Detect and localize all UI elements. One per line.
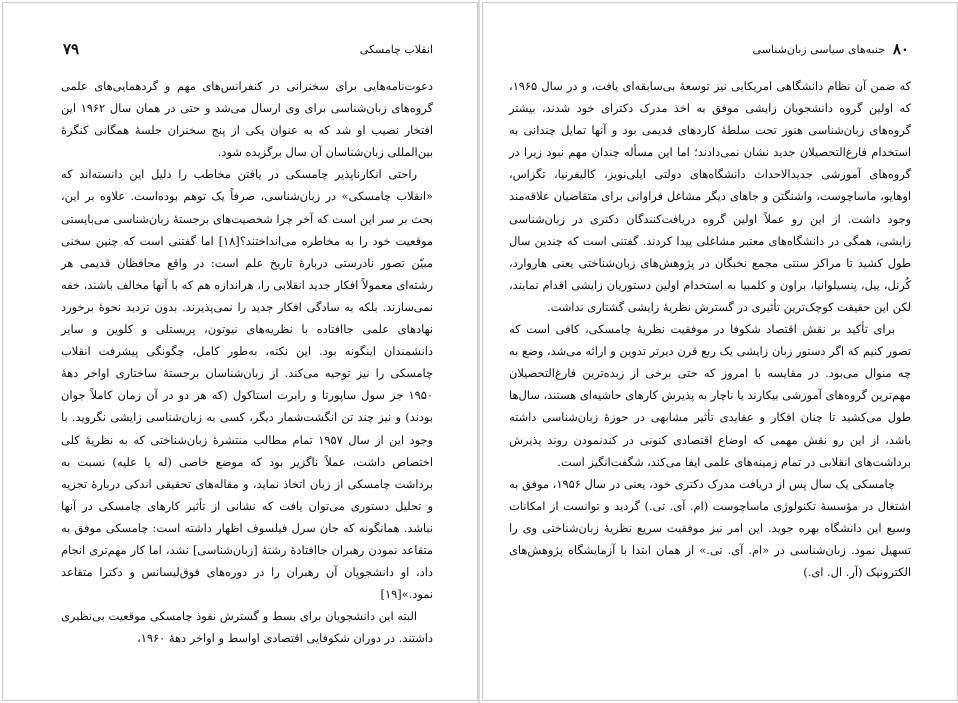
paragraph: راحتی انکارناپذیر چامسکی در یافتن مخاطب را دلیل این دانسته‌اند که «انقلاب چامسکی» در زبان‌شناسی، صرفاً یک توهم بوده‌است. علاوه بر این، بحث بر سر این است که آخر چرا شخصیت‌های برجستهٔ زبان‌شناسی می‌بایستی موقعیت خود را به مخاطره می‌انداختند؟[۱۸] اما گفتنی است که چنین سخنی مبیّن تصور نادرستی دربارهٔ تاریخ علم است: در واقع محافظان قدیمی هر رشته‌ای معمولاً افکار جدید انقلابی را، هراندازه هم که با آنها مخالف باشند، خفه نمی‌سازند. بلکه به سادگی افکار جدید را نمی‌پذیرند. بدون تردید نحوهٔ برخورد نهادهای علمی جاافتاده با نظریه‌های نیوتون، پریستلی و کلوین و سایر دانشمندان اینگونه بود. این نکته، به‌طور کامل، چگونگی پیشرفت انقلاب چامسکی را نیز توجیه می‌کند. از زبان‌شناسان برجستهٔ ساختاری اواخر دههٔ ۱۹۵۰ جز سول ساپورتا و رابرت استاکول (که هر دو در آن زمان کاملاً جوان بودند) و نیز چند تن انگشت‌شمار دیگر، کسی به زبان‌شناسی زایشی نگروید. با وجود این از سال ۱۹۵۷ تمام مطالب منتشرهٔ زبان‌شناختی که به نظریهٔ کلی اختصاص داشت، عملاً ناگزیر بود که موضع خاصی (له یا علیه) نسبت به برداشت چامسکی از زبان اتخاذ نماید، و مقاله‌های تحقیقی اندکی دربارهٔ تجزیه و تحلیل دستوری می‌توان یافت که نشانی از تأثیر کارهای چامسکی در آنها نباشد. همانگونه که جان سرل فیلسوف اظهار داشته است: چامسکی موفق به متقاعد نمودن رهبران جاافتادهٔ رشتهٔ [زبان‌شناسی] نشد، اما کار مهم‌تری انجام داد، او دانشجویان آن رهبران را در دوره‌های فوق‌لیسانس و دکترا متقاعد نمود.»[۱۹] bbox=[61, 167, 434, 602]
book-gutter bbox=[478, 0, 480, 703]
paragraph: دعوت‌نامه‌هایی برای سخنرانی در کنفرانس‌های مهم و گردهمایی‌های علمی گروه‌های زبان‌شناسی برای وی ارسال می‌شد و حتی در همان سال ۱۹۶۲ این افتخار نصیب او شد که به عنوان یکی از پنج سخنران جلسهٔ همگانی کنگرهٔ بین‌المللی زبان‌شناسان آن سال برگزیده شود. bbox=[61, 79, 433, 160]
right-page-body bbox=[509, 75, 911, 583]
running-head: جنبه‌های سیاسی زبان‌شناسی bbox=[752, 43, 885, 56]
paragraph: البته این دانشجویان برای بسط و گسترش نفوذ چامسکی موقعیت بی‌نظیری داشتند. در دوران شکوفایی اقتصادی اواسط و اواخر دههٔ ۱۹۶۰، bbox=[61, 609, 433, 646]
left-page bbox=[2, 2, 478, 701]
page-number: ۷۹ bbox=[63, 40, 80, 58]
running-head: انقلاب چامسکی bbox=[359, 43, 433, 56]
left-page-header bbox=[63, 40, 433, 61]
paragraph: چامسکی یک سال پس از دریافت مدرک دکتری خود، یعنی در سال ۱۹۵۶، موفق به اشتغال در مؤسسهٔ تکنولوژی ماساچوست (ام. آی. تی.) گردید و توانست از امکانات وسیع این دانشگاه بهره جوید. این امر نیز موفقیت سریع نظریهٔ زبان‌شناختی وی را تسهیل نمود. زبان‌شناسی در «ام. آی. تی.» از همان ابتدا با آزمایشگاه پژوهش‌های الکترونیک (آر. ال. ای.) bbox=[509, 476, 911, 580]
right-page-header bbox=[509, 40, 909, 61]
paragraph: که ضمن آن نظام دانشگاهی امریکایی نیز توسعهٔ بی‌سابقه‌ای یافت، و در سال ۱۹۶۵، که اولین گروه دانشجویان زایشی موفق به اخذ مدرک دکترای خود شدند، بیشتر گروه‌های زبان‌شناسی هنوز تحت سلطهٔ کاردهای قدیمی بود و آنها تمایل چندانی به استخدام فارغ‌التحصیلان جدید نشان نمی‌دادند؛ اما این مسأله چندان مهم نبود زیرا در گروه‌های آموزشی جدیدالاحداث دانشگاه‌های دولتی ایلی‌نویز، کالیفرنیا، تگزاس، اوهایو، ماساچوست، واشنگتن و جاهای دیگر مشاغل فراوانی برای متقاضیان علاقه‌مند وجود داشت. از این رو عملاً اولین گروه دریافت‌کنندگان دکتری در زبان‌شناسی زایشی، همگی در دانشگاه‌های معتبر مشاغلی پیدا کردند. گفتنی است که چندین سال طول کشید تا مراکز سنتی مجمع نخبگان در پژوهش‌های زبان‌شناختی یعنی هاروارد، کُرنل، ییل، پنسیلوانیا، براون و کلمبیا به استخدام اولین دستوریان زایشی اقدام نمایند، لکن این حقیقت کوچک‌ترین تأثیری در گسترش نظریهٔ زایشی گشتاری نداشت. bbox=[509, 79, 911, 314]
left-page-body bbox=[61, 75, 433, 649]
page-number: ۸۰ bbox=[892, 40, 909, 58]
paragraph: برای تأکید بر نقش اقتصاد شکوفا در موفقیت نظریهٔ چامسکی، کافی است که تصور کنیم که اگر دستور زبان زایشی یک ربع قرن دیرتر تدوین و ارائه می‌شد، وضع به چه منوال می‌بود. در مقایسه با امروز که حتی برخی از زبده‌ترین فارغ‌التحصیلان مهم‌ترین گروه‌های آموزشی بیکارند یا ناچار به پذیرش کارهای حاشیه‌ای هستند، سال‌ها طول می‌کشید تا چنان افکار و عقایدی تأثیر مشابهی در حوزهٔ زبان‌شناسی داشته باشد، از این رو نقش مهمی که اوضاع اقتصادی کنونی در کندنمودن روند پذیرش برداشت‌های انقلابی در تمام زمینه‌های علمی ایفا می‌کند، شگفت‌انگیز است. bbox=[509, 322, 911, 469]
right-page bbox=[482, 2, 958, 701]
